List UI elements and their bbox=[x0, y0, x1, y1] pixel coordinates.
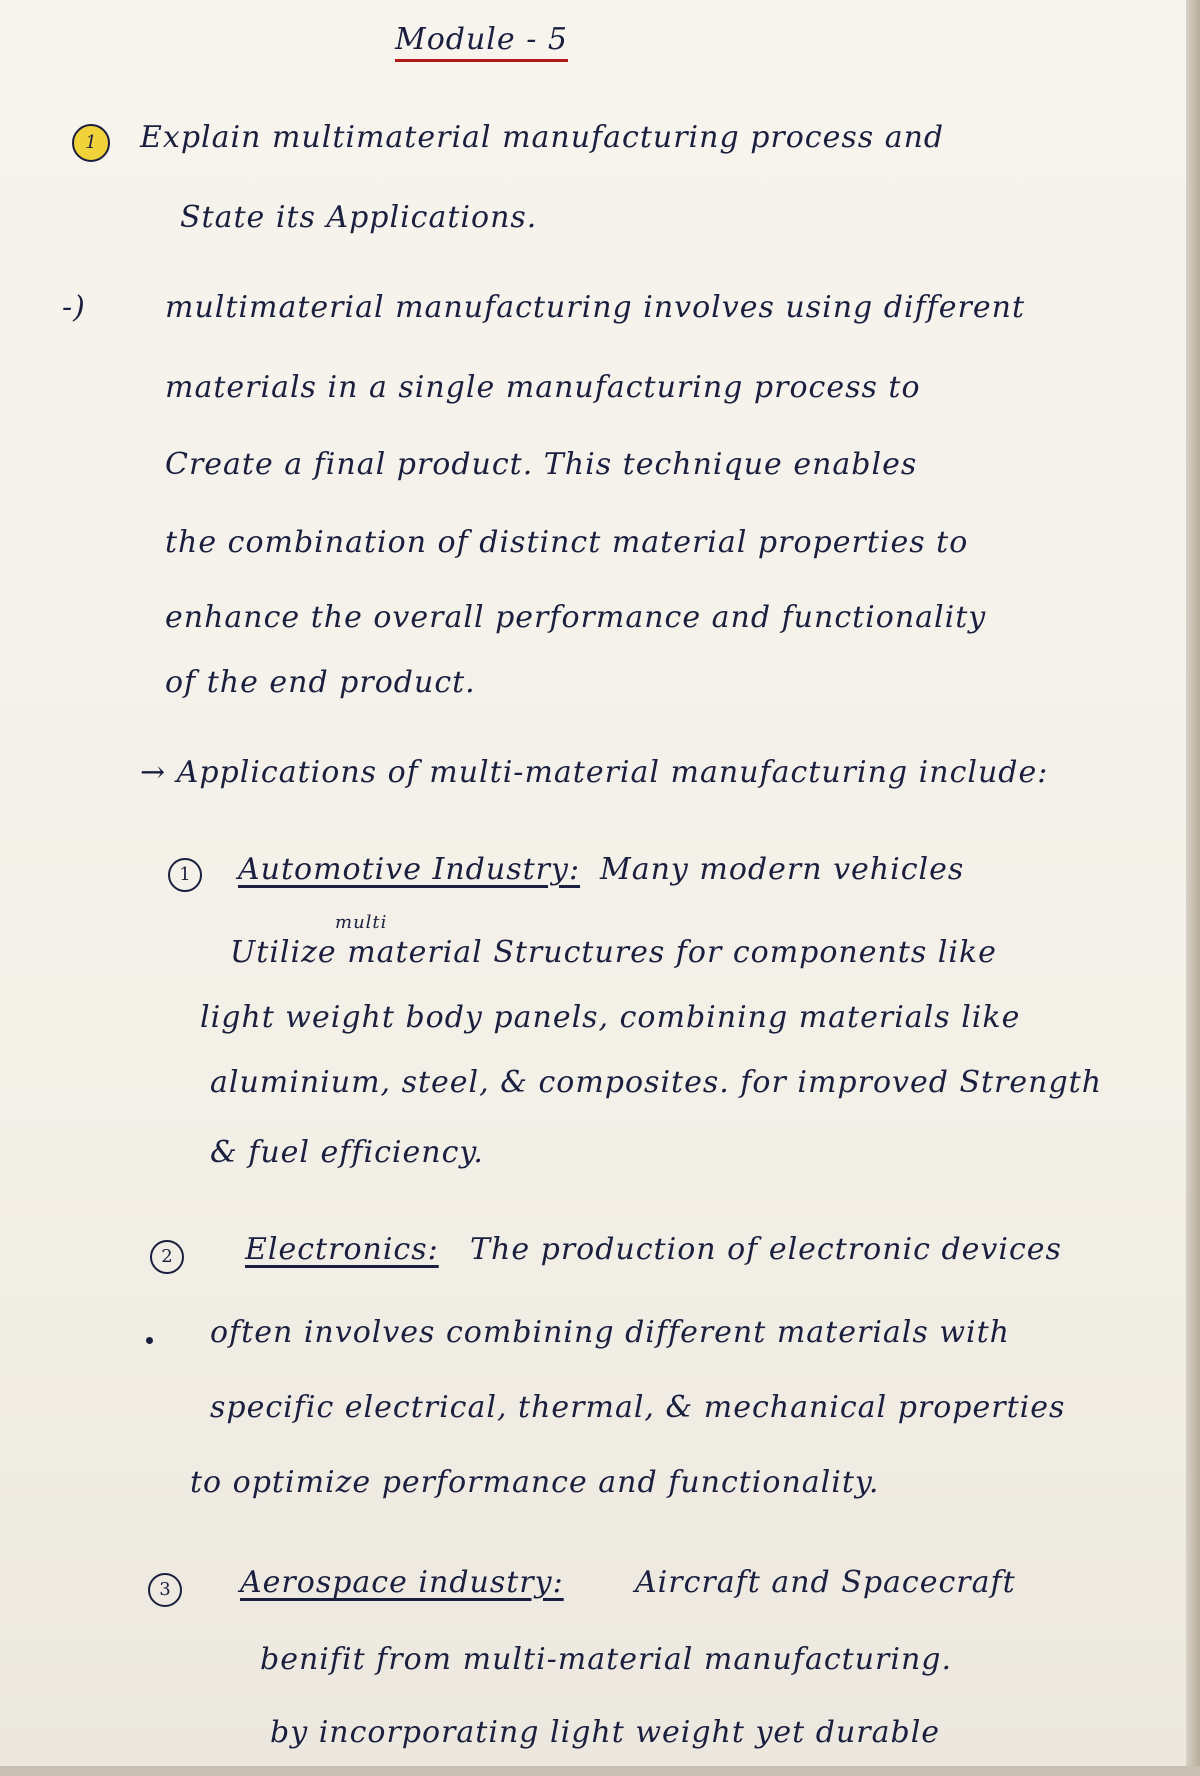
answer-line-3: Create a final product. This technique enables bbox=[165, 447, 918, 482]
answer-line-5: enhance the overall performance and functionality bbox=[165, 600, 987, 635]
bullet-dot bbox=[146, 1337, 153, 1344]
item-3-line-1: benifit from multi-material manufacturing. bbox=[260, 1642, 953, 1677]
question-number-badge: 1 bbox=[72, 124, 110, 162]
applications-heading: → Applications of multi-material manufacturing include: bbox=[140, 755, 1049, 790]
item-1-insert: multi bbox=[335, 912, 388, 933]
item-1-heading: Automotive Industry: bbox=[238, 852, 581, 887]
item-number-2: 2 bbox=[150, 1240, 184, 1274]
item-1-line-4: & fuel efficiency. bbox=[210, 1135, 484, 1170]
page-edge-bottom bbox=[0, 1766, 1200, 1776]
item-3-line-2: by incorporating light weight yet durable bbox=[270, 1715, 941, 1750]
item-3-first-line: Aircraft and Spacecraft bbox=[635, 1565, 1016, 1600]
item-2-line-3: to optimize performance and functionality. bbox=[190, 1465, 880, 1500]
question-line-2: State its Applications. bbox=[180, 200, 538, 235]
item-2-first-line: The production of electronic devices bbox=[470, 1232, 1062, 1267]
page-edge-right bbox=[1186, 0, 1200, 1776]
item-1-line-3: aluminium, steel, & composites. for improved Strength bbox=[210, 1065, 1103, 1100]
answer-line-2: materials in a single manufacturing process to bbox=[165, 370, 921, 405]
answer-line-4: the combination of distinct material properties to bbox=[165, 525, 969, 560]
answer-line-6: of the end product. bbox=[165, 665, 476, 700]
item-2-line-1: often involves combining different materials with bbox=[210, 1315, 1010, 1350]
item-3-heading: Aerospace industry: bbox=[240, 1565, 564, 1600]
item-number-3: 3 bbox=[148, 1573, 182, 1607]
answer-arrow: -) bbox=[62, 290, 86, 325]
item-2-heading: Electronics: bbox=[245, 1232, 439, 1267]
answer-line-1: multimaterial manufacturing involves using different bbox=[165, 290, 1026, 325]
item-1-first-line: Many modern vehicles bbox=[600, 852, 965, 887]
item-number-1: 1 bbox=[168, 858, 202, 892]
item-1-line-1: Utilize material Structures for components like bbox=[230, 935, 997, 970]
question-line-1: Explain multimaterial manufacturing process and bbox=[140, 120, 945, 155]
page-title: Module - 5 bbox=[395, 22, 568, 62]
item-2-line-2: specific electrical, thermal, & mechanical properties bbox=[210, 1390, 1066, 1425]
item-1-line-2: light weight body panels, combining materials like bbox=[200, 1000, 1021, 1035]
